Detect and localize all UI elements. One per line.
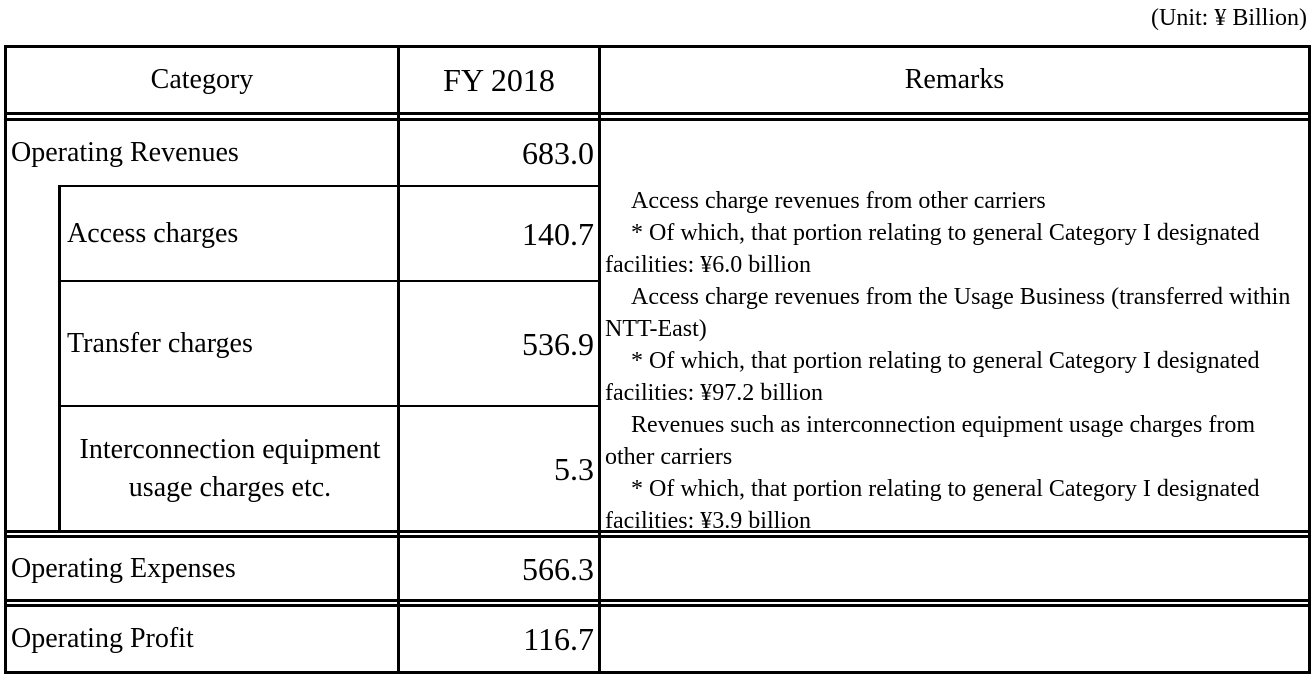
- table-divider: [598, 45, 601, 674]
- row-label-interconnection: Interconnection equipment usage charges etc.: [79, 433, 381, 503]
- header-rule: [4, 112, 1311, 115]
- remark-line: * Of which, that portion relating to general Category I designated facilities: ¥97.2 billion: [605, 348, 1260, 406]
- row-label-operating-profit: Operating Profit: [11, 623, 194, 654]
- row-label-access-charges: Access charges: [67, 217, 239, 249]
- header-remarks: Remarks: [904, 64, 1005, 95]
- row-rule: [4, 599, 1311, 602]
- row-value-transfer-charges: 536.9: [522, 325, 594, 362]
- remark-line: Access charge revenues from other carriers: [631, 188, 1046, 214]
- row-value-access-charges: 140.7: [522, 215, 594, 252]
- header-category: Category: [150, 64, 254, 95]
- header-fy: FY 2018: [443, 62, 555, 98]
- row-value-operating-expenses: 566.3: [522, 550, 594, 587]
- row-value-interconnection: 5.3: [554, 450, 594, 487]
- row-label-operating-expenses: Operating Expenses: [11, 552, 236, 584]
- table-divider: [58, 186, 61, 532]
- remark-line: * Of which, that portion relating to general Category I designated facilities: ¥3.9 billion: [605, 476, 1260, 534]
- row-value-operating-revenues: 683.0: [522, 135, 594, 171]
- row-value-operating-profit: 116.7: [523, 621, 594, 657]
- remark-line: * Of which, that portion relating to general Category I designated facilities: ¥6.0 billion: [605, 220, 1260, 278]
- remark-line: Revenues such as interconnection equipment usage charges from other carriers: [605, 412, 1256, 470]
- remark-line: Access charge revenues from the Usage Business (transferred within NTT-East): [605, 284, 1291, 342]
- unit-note: (Unit: ¥ Billion): [1151, 5, 1307, 31]
- row-label-transfer-charges: Transfer charges: [67, 327, 253, 359]
- remarks-block: [605, 185, 1307, 534]
- row-label-operating-revenues: Operating Revenues: [11, 137, 239, 168]
